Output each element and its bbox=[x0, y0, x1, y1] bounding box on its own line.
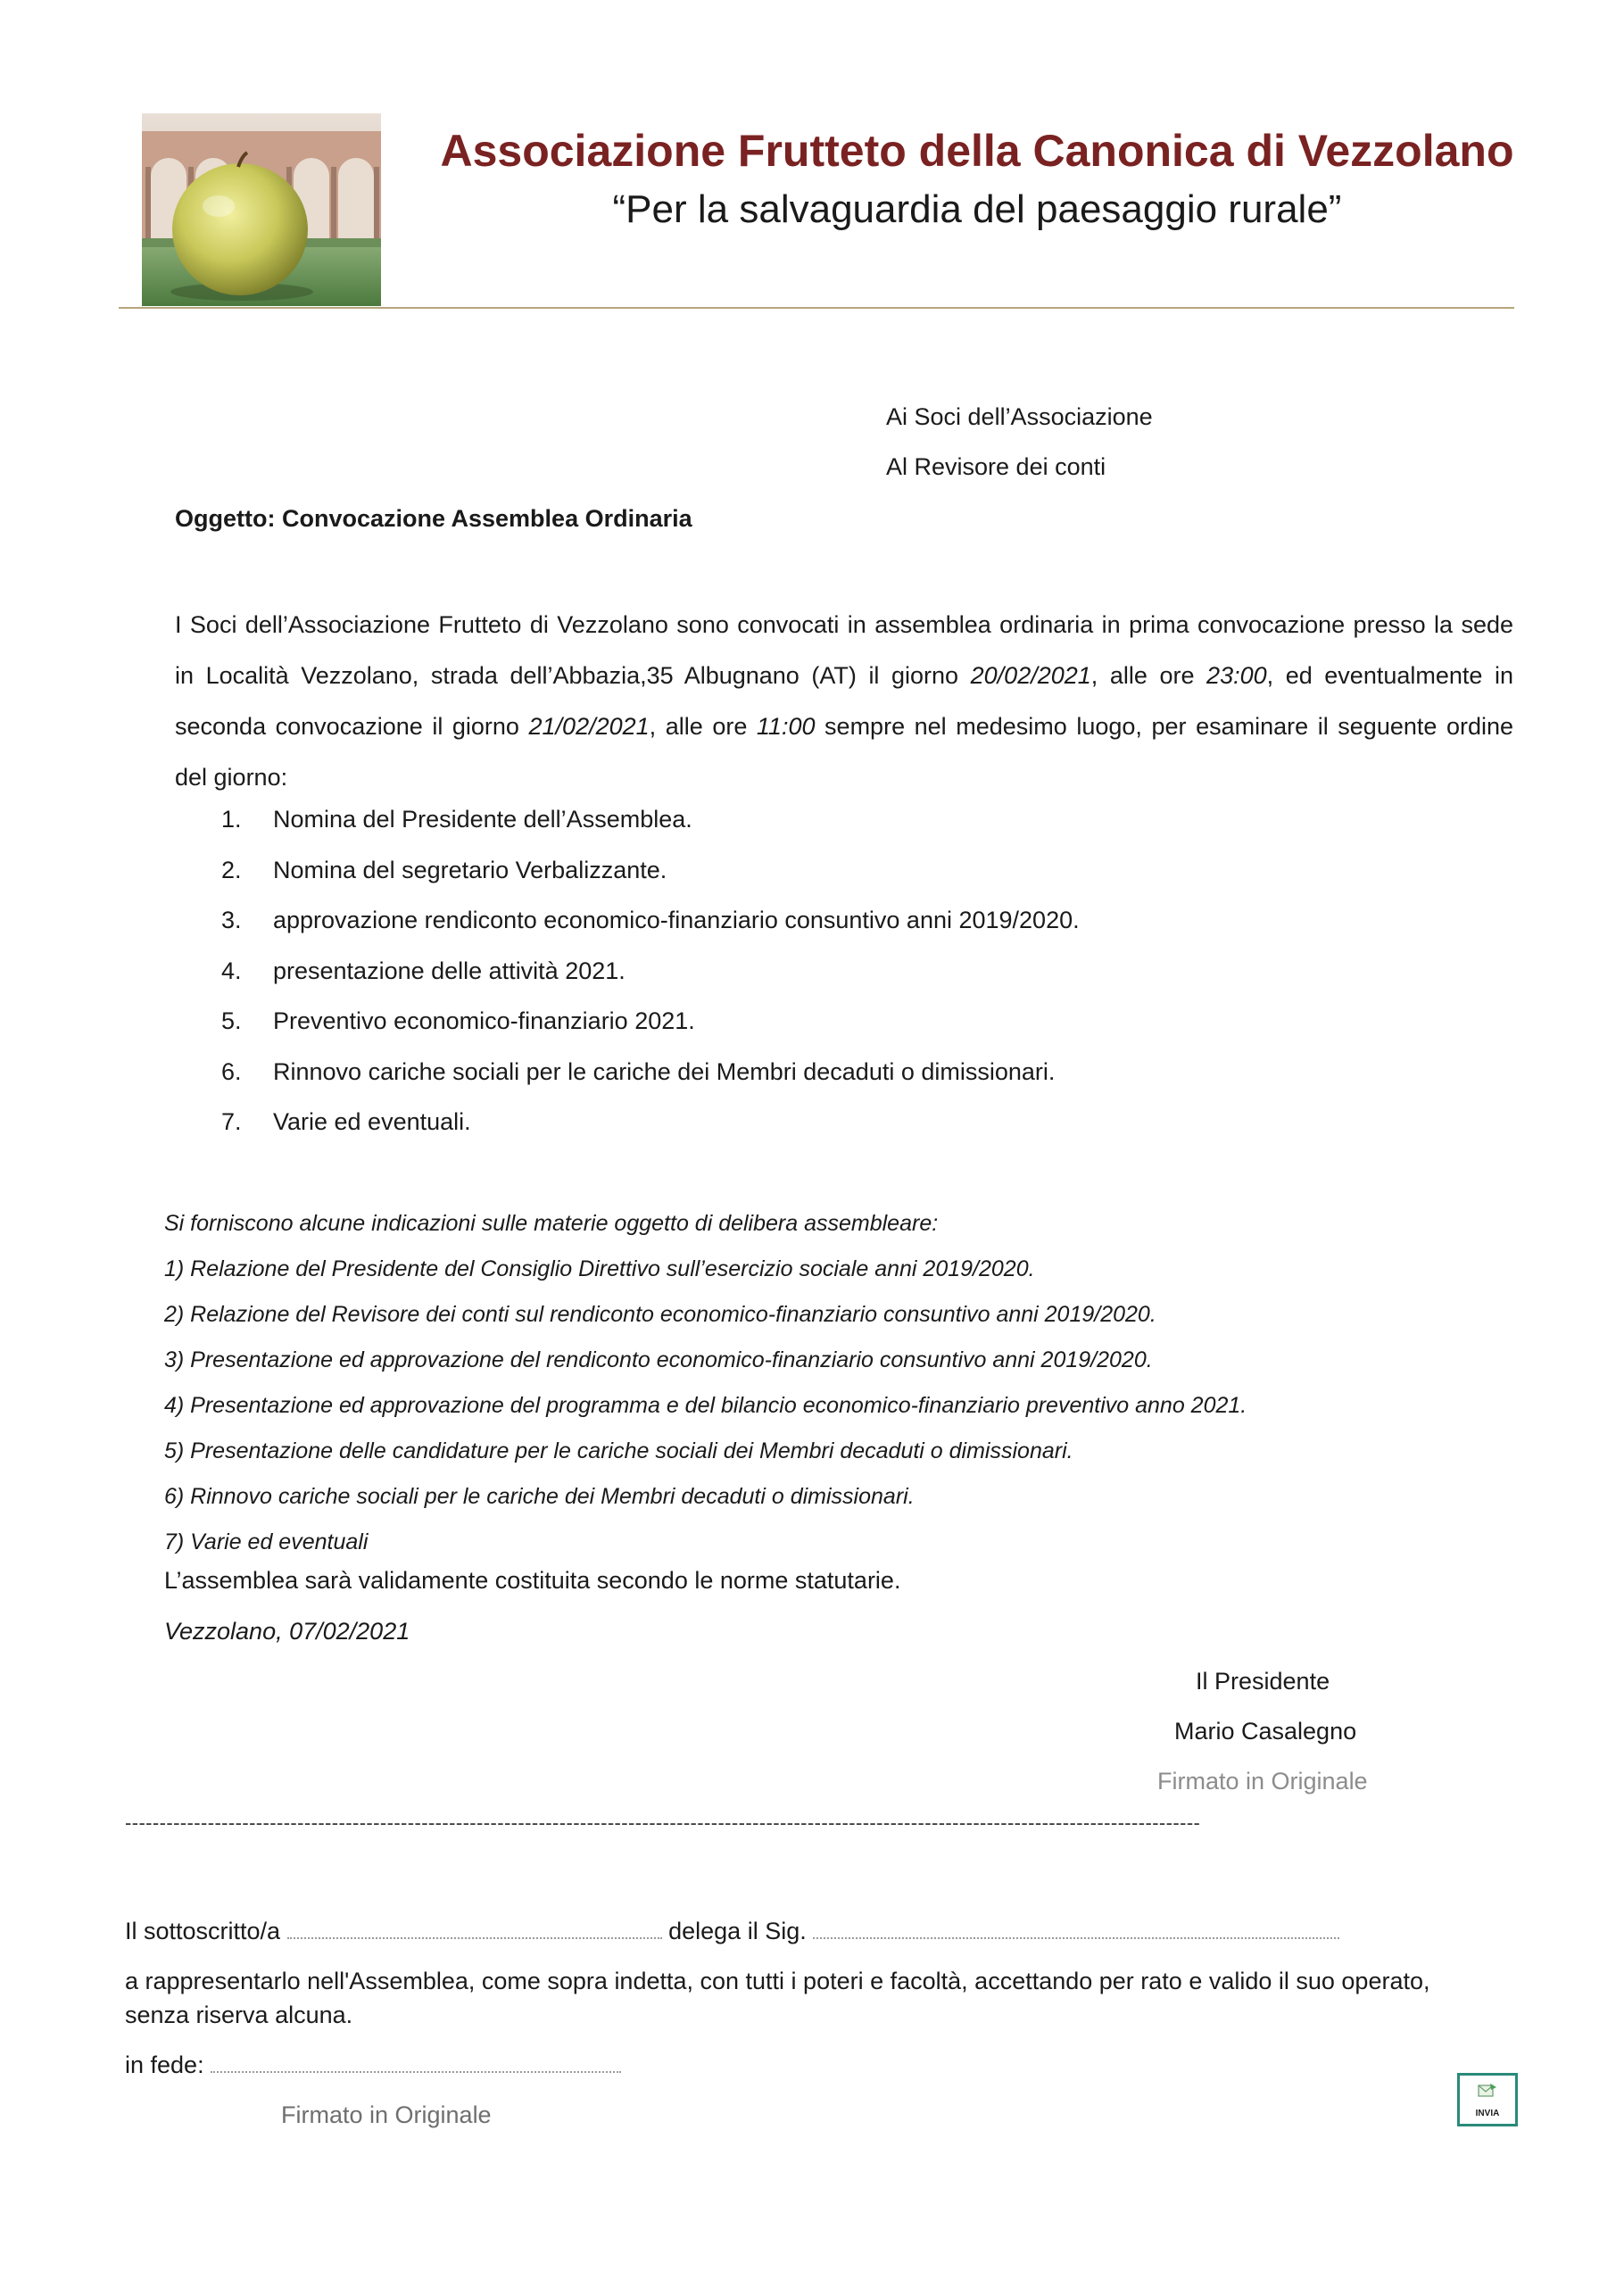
agenda-text: presentazione delle attività 2021. bbox=[273, 957, 626, 984]
agenda-number: 1. bbox=[221, 806, 242, 833]
note-item: 7) Varie ed eventuali bbox=[164, 1529, 369, 1554]
paragraph-text: , alle ore bbox=[649, 713, 757, 740]
note-item: 1) Relazione del Presidente del Consiglio Direttivo sull’esercizio sociale anni 2019/2020. bbox=[164, 1256, 1035, 1281]
agenda-text: Rinnovo cariche sociali per le cariche dei Membri decaduti o dimissionari. bbox=[273, 1057, 1056, 1085]
agenda-text: Varie ed eventuali. bbox=[273, 1108, 471, 1135]
note-item: 5) Presentazione delle candidature per le cariche sociali dei Membri decaduti o dimissionari. bbox=[164, 1438, 1073, 1463]
invia-button[interactable] bbox=[1457, 2073, 1518, 2126]
agenda-list bbox=[221, 794, 1080, 1148]
fede-label: in fede: bbox=[125, 2051, 204, 2078]
organization-motto: “Per la salvaguardia del paesaggio rurale” bbox=[612, 187, 1342, 231]
agenda-number: 7. bbox=[221, 1108, 242, 1135]
paragraph-line-2 bbox=[175, 651, 1513, 701]
sottoscritto-field[interactable] bbox=[287, 1921, 662, 1939]
second-time: 11:00 bbox=[756, 713, 816, 740]
fede-signature-field[interactable] bbox=[211, 2055, 621, 2073]
subject-line: Oggetto: Convocazione Assemblea Ordinaria bbox=[175, 505, 692, 532]
agenda-number: 3. bbox=[221, 907, 242, 933]
first-date: 20/02/2021 bbox=[970, 662, 1091, 689]
agenda-number: 2. bbox=[221, 856, 242, 883]
agenda-item bbox=[221, 895, 1080, 946]
paragraph-line-1: I Soci dell’Associazione Frutteto di Vezzolano sono convocati in assemblea ordinaria in prima convocazione presso la sede bbox=[175, 611, 1513, 638]
agenda-text: approvazione rendiconto economico-finanziario consuntivo anni 2019/2020. bbox=[273, 907, 1080, 933]
agenda-item bbox=[221, 996, 1080, 1047]
agenda-number: 6. bbox=[221, 1057, 242, 1085]
paragraph-text: , ed eventualmente in bbox=[1266, 662, 1513, 689]
paragraph-text: seconda convocazione il giorno bbox=[175, 713, 529, 740]
note-item: 2) Relazione del Revisore dei conti sul rendiconto economico-finanziario consuntivo anni 2019/2020. bbox=[164, 1302, 1156, 1327]
header-divider bbox=[119, 307, 1514, 309]
delega-statement-line-1: a rappresentarlo nell'Assemblea, come sopra indetta, con tutti i poteri e facoltà, accettando per rato e valido il suo operato, bbox=[125, 1968, 1430, 1994]
first-time: 23:00 bbox=[1206, 662, 1267, 689]
signature-note: Firmato in Originale bbox=[1157, 1768, 1368, 1795]
notes-intro: Si forniscono alcune indicazioni sulle materie oggetto di delibera assembleare: bbox=[164, 1211, 939, 1236]
apple-cloister-photo bbox=[142, 113, 381, 306]
agenda-item bbox=[221, 946, 1080, 997]
paragraph-line-4: del giorno: bbox=[175, 764, 288, 791]
agenda-item bbox=[221, 794, 1080, 845]
delega-signed-note: Firmato in Originale bbox=[281, 2101, 492, 2128]
agenda-text: Nomina del Presidente dell’Assemblea. bbox=[273, 806, 692, 833]
agenda-text: Nomina del segretario Verbalizzante. bbox=[273, 856, 667, 883]
association-logo bbox=[142, 113, 381, 306]
paragraph-line-3 bbox=[175, 701, 1513, 752]
agenda-item bbox=[221, 1097, 1080, 1148]
cut-line: ------------------------------------------------------------------------------------------------------------------------------------------------------------ bbox=[125, 1811, 1201, 1834]
agenda-text: Preventivo economico-finanziario 2021. bbox=[273, 1007, 695, 1034]
delega-statement-line-2: senza riserva alcuna. bbox=[125, 2002, 353, 2028]
agenda-number: 5. bbox=[221, 1007, 242, 1034]
delega-label: delega il Sig. bbox=[668, 1918, 807, 1944]
organization-name: Associazione Frutteto della Canonica di Vezzolano bbox=[440, 126, 1514, 176]
convocation-paragraph bbox=[175, 600, 1513, 803]
note-item: 3) Presentazione ed approvazione del rendiconto economico-finanziario consuntivo anni 2019/2020. bbox=[164, 1347, 1153, 1372]
delegato-field[interactable] bbox=[813, 1921, 1339, 1939]
agenda-item bbox=[221, 1047, 1080, 1098]
recipient-revisore: Al Revisore dei conti bbox=[886, 453, 1106, 480]
note-item: 4) Presentazione ed approvazione del programma e del bilancio economico-finanziario preventivo anno 2021. bbox=[164, 1393, 1247, 1418]
invia-label: INVIA bbox=[1475, 2109, 1500, 2118]
paragraph-text: sempre nel medesimo luogo, per esaminare il seguente ordine bbox=[815, 713, 1514, 740]
paragraph-text: , alle ore bbox=[1090, 662, 1207, 689]
validity-statement: L’assemblea sarà validamente costituita secondo le norme statutarie. bbox=[164, 1567, 901, 1594]
signature-role: Il Presidente bbox=[1196, 1668, 1330, 1695]
note-item: 6) Rinnovo cariche sociali per le cariche dei Membri decaduti o dimissionari. bbox=[164, 1484, 915, 1509]
delega-row bbox=[125, 1915, 1339, 1947]
agenda-item bbox=[221, 845, 1080, 896]
fede-row bbox=[125, 2049, 621, 2081]
sottoscritto-label: Il sottoscritto/a bbox=[125, 1918, 281, 1944]
signature-name: Mario Casalegno bbox=[1174, 1718, 1357, 1745]
place-date: Vezzolano, 07/02/2021 bbox=[164, 1618, 410, 1645]
send-mail-icon bbox=[1478, 2083, 1497, 2099]
paragraph-text: in Località Vezzolano, strada dell’Abbazia,35 Albugnano (AT) il giorno bbox=[175, 662, 971, 689]
recipient-soci: Ai Soci dell’Associazione bbox=[886, 403, 1153, 430]
second-date: 21/02/2021 bbox=[528, 713, 650, 740]
agenda-number: 4. bbox=[221, 957, 242, 984]
